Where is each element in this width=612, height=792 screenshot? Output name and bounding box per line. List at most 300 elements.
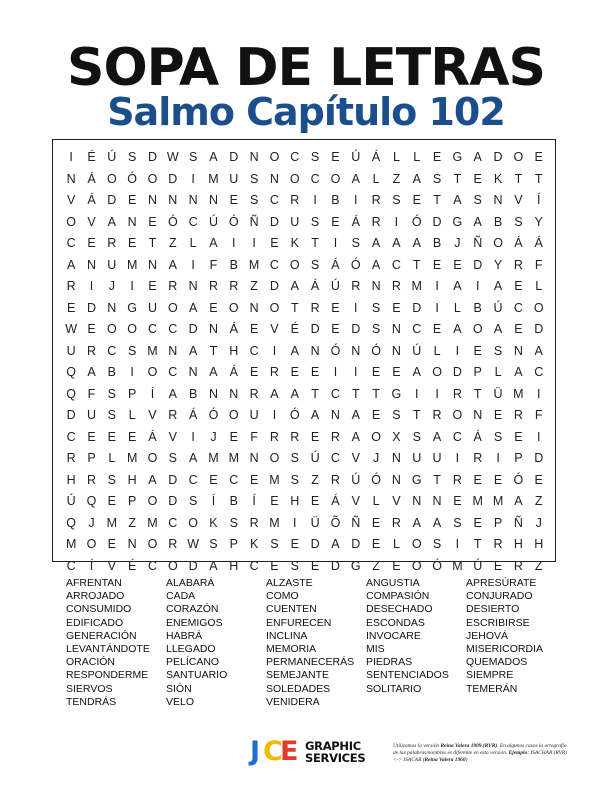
grid-cell[interactable]: Ó	[167, 214, 178, 229]
grid-cell[interactable]: E	[127, 193, 137, 207]
grid-cell[interactable]: R	[168, 537, 178, 551]
grid-cell[interactable]: S	[290, 472, 299, 487]
grid-cell[interactable]: R	[66, 279, 76, 293]
grid-cell[interactable]: R	[66, 451, 76, 465]
grid-cell[interactable]: E	[249, 322, 259, 336]
grid-cell[interactable]: S	[392, 408, 401, 422]
grid-cell[interactable]: S	[107, 386, 116, 401]
grid-cell[interactable]: S	[310, 257, 320, 272]
grid-cell[interactable]: R	[86, 472, 96, 487]
grid-cell[interactable]: C	[147, 558, 157, 573]
grid-cell[interactable]: A	[107, 214, 116, 229]
grid-cell[interactable]: R	[168, 408, 178, 422]
grid-cell[interactable]: X	[392, 429, 401, 444]
grid-cell[interactable]: I	[354, 300, 358, 315]
grid-cell[interactable]: C	[412, 322, 422, 336]
grid-cell[interactable]: Z	[534, 558, 543, 573]
grid-cell[interactable]: I	[455, 537, 460, 551]
grid-cell[interactable]: E	[514, 322, 523, 336]
grid-cell[interactable]: Õ	[330, 515, 341, 530]
grid-cell[interactable]: R	[432, 408, 442, 422]
grid-cell[interactable]: U	[107, 257, 117, 272]
grid-cell[interactable]: Á	[188, 408, 198, 422]
grid-cell[interactable]: R	[513, 257, 523, 272]
grid-cell[interactable]: N	[493, 193, 503, 207]
grid-cell[interactable]: Ú	[310, 451, 320, 465]
grid-cell[interactable]: C	[188, 214, 198, 229]
grid-cell[interactable]: S	[107, 408, 116, 422]
grid-cell[interactable]: A	[432, 429, 442, 444]
grid-cell[interactable]: N	[473, 408, 483, 422]
grid-cell[interactable]: R	[86, 343, 96, 358]
grid-cell[interactable]: C	[249, 558, 259, 573]
grid-cell[interactable]: E	[432, 150, 442, 164]
grid-cell[interactable]: E	[493, 558, 503, 573]
grid-cell[interactable]: Í	[150, 386, 155, 401]
grid-cell[interactable]: N	[147, 257, 157, 272]
grid-cell[interactable]: Z	[534, 494, 543, 508]
grid-cell[interactable]: E	[371, 537, 381, 551]
grid-cell[interactable]: B	[432, 236, 442, 250]
grid-cell[interactable]: V	[351, 451, 360, 465]
grid-cell[interactable]: C	[330, 386, 340, 401]
grid-cell[interactable]: Ó	[208, 408, 219, 422]
grid-cell[interactable]: A	[453, 279, 462, 293]
grid-cell[interactable]: M	[472, 494, 483, 508]
grid-cell[interactable]: N	[208, 386, 218, 401]
grid-cell[interactable]: Q	[66, 386, 77, 401]
grid-cell[interactable]: U	[412, 451, 422, 465]
grid-cell[interactable]: L	[128, 408, 136, 422]
grid-cell[interactable]: O	[167, 300, 178, 315]
grid-cell[interactable]: E	[310, 365, 320, 379]
grid-cell[interactable]: E	[473, 171, 482, 186]
grid-cell[interactable]: Ñ	[473, 236, 483, 250]
grid-cell[interactable]: A	[453, 193, 462, 207]
grid-cell[interactable]: A	[331, 537, 340, 551]
grid-cell[interactable]: A	[168, 257, 177, 272]
grid-cell[interactable]: S	[107, 472, 116, 487]
grid-cell[interactable]: D	[473, 257, 483, 272]
grid-cell[interactable]: D	[432, 214, 442, 229]
grid-cell[interactable]: C	[249, 343, 259, 358]
grid-cell[interactable]: Ú	[412, 343, 422, 358]
grid-cell[interactable]: O	[147, 451, 158, 465]
grid-cell[interactable]: E	[87, 429, 96, 444]
grid-cell[interactable]: A	[290, 343, 299, 358]
grid-cell[interactable]: A	[270, 386, 279, 401]
grid-cell[interactable]: A	[209, 558, 218, 573]
grid-cell[interactable]: I	[435, 386, 439, 401]
grid-cell[interactable]: B	[473, 300, 482, 315]
grid-cell[interactable]: L	[372, 494, 380, 508]
grid-cell[interactable]: L	[494, 365, 502, 379]
grid-cell[interactable]: V	[66, 193, 76, 207]
grid-cell[interactable]: L	[392, 537, 400, 551]
grid-cell[interactable]: C	[168, 515, 178, 530]
grid-cell[interactable]: W	[166, 150, 179, 164]
grid-cell[interactable]: U	[290, 214, 300, 229]
grid-cell[interactable]: P	[473, 365, 482, 379]
grid-cell[interactable]: E	[249, 365, 259, 379]
grid-cell[interactable]: D	[351, 322, 361, 336]
grid-cell[interactable]: D	[330, 558, 340, 573]
grid-cell[interactable]: F	[87, 386, 96, 401]
grid-cell[interactable]: N	[66, 171, 76, 186]
grid-cell[interactable]: D	[452, 365, 462, 379]
grid-cell[interactable]: A	[412, 515, 421, 530]
grid-cell[interactable]: H	[66, 472, 76, 487]
grid-cell[interactable]: E	[331, 322, 340, 336]
grid-cell[interactable]: T	[514, 171, 523, 186]
grid-cell[interactable]: A	[148, 472, 157, 487]
grid-cell[interactable]: L	[392, 150, 400, 164]
grid-cell[interactable]: F	[209, 257, 218, 272]
grid-cell[interactable]: E	[148, 279, 157, 293]
grid-cell[interactable]: R	[168, 279, 178, 293]
grid-cell[interactable]: P	[229, 537, 238, 551]
grid-cell[interactable]: Y	[493, 257, 503, 272]
grid-cell[interactable]: E	[493, 472, 503, 487]
grid-cell[interactable]: F	[250, 429, 258, 444]
grid-cell[interactable]: Ú	[330, 279, 340, 293]
grid-cell[interactable]: N	[412, 494, 422, 508]
grid-cell[interactable]: R	[351, 279, 361, 293]
grid-cell[interactable]: A	[188, 300, 198, 315]
grid-cell[interactable]: A	[432, 515, 442, 530]
grid-cell[interactable]: H	[229, 343, 239, 358]
grid-cell[interactable]: E	[371, 365, 381, 379]
grid-cell[interactable]: I	[415, 386, 419, 401]
grid-cell[interactable]: Ü	[310, 515, 320, 530]
grid-cell[interactable]: E	[209, 300, 218, 315]
grid-cell[interactable]: O	[86, 537, 97, 551]
grid-cell[interactable]: S	[493, 343, 503, 358]
grid-cell[interactable]: Ú	[208, 214, 218, 229]
grid-cell[interactable]: A	[493, 322, 503, 336]
grid-cell[interactable]: V	[107, 558, 116, 573]
grid-cell[interactable]: S	[249, 171, 259, 186]
grid-cell[interactable]: O	[106, 171, 117, 186]
grid-cell[interactable]: E	[229, 429, 238, 444]
grid-cell[interactable]: Á	[371, 150, 381, 164]
grid-cell[interactable]: C	[168, 322, 178, 336]
grid-cell[interactable]: Q	[66, 365, 77, 379]
grid-cell[interactable]: Á	[351, 214, 360, 229]
grid-cell[interactable]: I	[354, 365, 358, 379]
grid-cell[interactable]: D	[493, 150, 503, 164]
grid-cell[interactable]: C	[391, 257, 401, 272]
grid-cell[interactable]: Ó	[330, 343, 341, 358]
grid-cell[interactable]: D	[188, 322, 198, 336]
grid-cell[interactable]: R	[290, 429, 300, 444]
grid-cell[interactable]: N	[269, 171, 279, 186]
grid-cell[interactable]: B	[229, 257, 238, 272]
grid-cell[interactable]: N	[188, 193, 198, 207]
grid-cell[interactable]: E	[432, 257, 442, 272]
grid-cell[interactable]: Á	[331, 257, 340, 272]
grid-cell[interactable]: M	[147, 343, 158, 358]
grid-cell[interactable]: C	[147, 322, 157, 336]
grid-cell[interactable]: D	[107, 193, 117, 207]
grid-cell[interactable]: C	[534, 365, 544, 379]
grid-cell[interactable]: N	[351, 343, 361, 358]
grid-cell[interactable]: N	[188, 279, 198, 293]
grid-cell[interactable]: S	[168, 451, 177, 465]
grid-cell[interactable]: O	[371, 429, 381, 444]
grid-cell[interactable]: A	[493, 279, 503, 293]
grid-cell[interactable]: B	[229, 494, 238, 508]
grid-cell[interactable]: O	[411, 558, 422, 573]
grid-cell[interactable]: A	[290, 279, 299, 293]
grid-cell[interactable]: D	[86, 300, 96, 315]
grid-cell[interactable]: R	[493, 537, 503, 551]
grid-cell[interactable]: O	[147, 171, 158, 186]
grid-cell[interactable]: O	[147, 494, 158, 508]
grid-cell[interactable]: R	[391, 279, 401, 293]
grid-cell[interactable]: N	[391, 322, 401, 336]
grid-cell[interactable]: O	[147, 365, 158, 379]
grid-cell[interactable]: N	[391, 451, 401, 465]
grid-cell[interactable]: T	[433, 472, 441, 487]
grid-cell[interactable]: A	[310, 408, 320, 422]
grid-cell[interactable]: D	[147, 150, 157, 164]
grid-cell[interactable]: A	[209, 150, 218, 164]
grid-cell[interactable]: E	[229, 193, 238, 207]
grid-cell[interactable]: R	[208, 279, 218, 293]
grid-cell[interactable]: E	[493, 408, 503, 422]
grid-cell[interactable]: U	[147, 300, 157, 315]
grid-cell[interactable]: Q	[66, 515, 77, 530]
grid-cell[interactable]: V	[87, 214, 96, 229]
grid-cell[interactable]: V	[168, 429, 177, 444]
grid-cell[interactable]: U	[86, 408, 96, 422]
grid-cell[interactable]: Í	[252, 494, 256, 508]
grid-cell[interactable]: T	[473, 537, 482, 551]
grid-cell[interactable]: G	[452, 214, 463, 229]
grid-cell[interactable]: Z	[168, 236, 177, 250]
grid-cell[interactable]: G	[452, 150, 463, 164]
grid-cell[interactable]: Ñ	[351, 515, 361, 530]
grid-cell[interactable]: I	[536, 386, 541, 401]
grid-cell[interactable]: A	[412, 171, 421, 186]
grid-cell[interactable]: Ñ	[249, 214, 259, 229]
grid-cell[interactable]: M	[126, 257, 138, 272]
grid-cell[interactable]: C	[168, 365, 178, 379]
grid-cell[interactable]: T	[351, 386, 360, 401]
grid-cell[interactable]: V	[392, 494, 401, 508]
grid-cell[interactable]: S	[209, 537, 218, 551]
grid-cell[interactable]: I	[536, 429, 541, 444]
grid-cell[interactable]: E	[453, 257, 462, 272]
grid-cell[interactable]: R	[229, 279, 239, 293]
grid-cell[interactable]: C	[513, 300, 523, 315]
grid-cell[interactable]: Ó	[289, 408, 300, 422]
grid-cell[interactable]: R	[330, 429, 340, 444]
grid-cell[interactable]: S	[270, 537, 279, 551]
grid-cell[interactable]: E	[534, 150, 543, 164]
grid-cell[interactable]: Ó	[432, 558, 442, 573]
grid-cell[interactable]: W	[65, 322, 78, 336]
grid-cell[interactable]: O	[452, 408, 463, 422]
grid-cell[interactable]: E	[270, 494, 279, 508]
grid-cell[interactable]: C	[269, 257, 279, 272]
grid-cell[interactable]: S	[412, 429, 421, 444]
grid-cell[interactable]: E	[412, 193, 421, 207]
grid-cell[interactable]: P	[514, 451, 523, 465]
grid-cell[interactable]: O	[411, 537, 422, 551]
grid-cell[interactable]: S	[453, 515, 462, 530]
grid-cell[interactable]: C	[66, 429, 76, 444]
grid-cell[interactable]: G	[411, 472, 422, 487]
grid-cell[interactable]: C	[188, 472, 198, 487]
grid-cell[interactable]: T	[311, 236, 319, 250]
grid-cell[interactable]: N	[188, 365, 198, 379]
grid-cell[interactable]: R	[269, 429, 279, 444]
grid-cell[interactable]: M	[208, 171, 219, 186]
grid-cell[interactable]: M	[228, 451, 239, 465]
grid-cell[interactable]: Á	[473, 429, 482, 444]
grid-cell[interactable]: S	[371, 322, 381, 336]
grid-cell[interactable]: E	[514, 429, 523, 444]
grid-cell[interactable]: L	[453, 300, 461, 315]
grid-cell[interactable]: I	[191, 171, 195, 186]
grid-cell[interactable]: A	[188, 451, 198, 465]
grid-cell[interactable]: Ó	[350, 257, 361, 272]
grid-cell[interactable]: C	[66, 558, 76, 573]
grid-cell[interactable]: T	[290, 300, 299, 315]
grid-cell[interactable]: V	[514, 193, 523, 207]
grid-cell[interactable]: M	[208, 451, 219, 465]
grid-cell[interactable]: P	[127, 494, 137, 508]
grid-cell[interactable]: E	[534, 472, 543, 487]
grid-cell[interactable]: O	[106, 322, 117, 336]
grid-cell[interactable]: O	[330, 171, 341, 186]
grid-cell[interactable]: Ó	[513, 472, 524, 487]
grid-cell[interactable]: R	[249, 515, 259, 530]
grid-cell[interactable]: Ü	[493, 386, 503, 401]
grid-cell[interactable]: I	[89, 279, 94, 293]
grid-cell[interactable]: O	[289, 257, 300, 272]
grid-cell[interactable]: M	[513, 386, 524, 401]
grid-cell[interactable]: L	[413, 150, 421, 164]
grid-cell[interactable]: A	[412, 365, 421, 379]
grid-cell[interactable]: D	[351, 537, 361, 551]
grid-cell[interactable]: O	[228, 408, 239, 422]
grid-cell[interactable]: T	[412, 257, 421, 272]
grid-cell[interactable]: Ó	[127, 171, 138, 186]
grid-cell[interactable]: M	[452, 558, 463, 573]
grid-cell[interactable]: A	[351, 408, 360, 422]
grid-cell[interactable]: N	[310, 343, 320, 358]
grid-cell[interactable]: O	[147, 537, 158, 551]
grid-cell[interactable]: D	[310, 537, 320, 551]
grid-cell[interactable]: A	[514, 365, 523, 379]
grid-cell[interactable]: I	[333, 365, 338, 379]
grid-cell[interactable]: I	[232, 236, 236, 250]
grid-cell[interactable]: A	[351, 171, 360, 186]
grid-cell[interactable]: N	[371, 279, 381, 293]
grid-cell[interactable]: J	[108, 279, 115, 293]
grid-cell[interactable]: Ú	[473, 558, 483, 573]
grid-cell[interactable]: P	[493, 515, 503, 530]
grid-cell[interactable]: I	[354, 193, 358, 207]
grid-cell[interactable]: Z	[311, 472, 319, 487]
grid-cell[interactable]: A	[534, 343, 543, 358]
grid-cell[interactable]: N	[127, 537, 137, 551]
grid-cell[interactable]: G	[127, 300, 138, 315]
grid-cell[interactable]: Y	[534, 214, 543, 229]
grid-cell[interactable]: Á	[534, 236, 543, 250]
grid-cell[interactable]: J	[210, 429, 217, 444]
grid-cell[interactable]: Á	[310, 279, 320, 293]
grid-cell[interactable]: N	[513, 343, 523, 358]
grid-cell[interactable]: E	[127, 236, 137, 250]
grid-cell[interactable]: E	[107, 429, 116, 444]
grid-cell[interactable]: Í	[89, 558, 94, 573]
grid-cell[interactable]: I	[496, 451, 500, 465]
grid-cell[interactable]: N	[249, 451, 259, 465]
grid-cell[interactable]: R	[107, 236, 117, 250]
grid-cell[interactable]: A	[453, 322, 462, 336]
grid-cell[interactable]: T	[311, 386, 319, 401]
grid-cell[interactable]: D	[310, 322, 320, 336]
grid-cell[interactable]: E	[371, 408, 381, 422]
grid-cell[interactable]: N	[391, 343, 401, 358]
grid-cell[interactable]: F	[534, 408, 543, 422]
grid-cell[interactable]: Á	[87, 171, 96, 186]
grid-cell[interactable]: T	[148, 236, 157, 250]
grid-cell[interactable]: Í	[211, 494, 216, 508]
grid-cell[interactable]: S	[392, 193, 401, 207]
grid-cell[interactable]: S	[310, 150, 320, 164]
grid-cell[interactable]: M	[65, 537, 77, 551]
grid-cell[interactable]: I	[130, 279, 134, 293]
grid-cell[interactable]: W	[187, 537, 200, 551]
grid-cell[interactable]: E	[473, 472, 482, 487]
grid-cell[interactable]: E	[331, 300, 340, 315]
grid-cell[interactable]: M	[248, 257, 260, 272]
grid-cell[interactable]: A	[168, 386, 177, 401]
grid-cell[interactable]: Á	[148, 429, 157, 444]
grid-cell[interactable]: F	[534, 257, 543, 272]
grid-cell[interactable]: S	[493, 429, 503, 444]
grid-cell[interactable]: G	[391, 386, 402, 401]
grid-cell[interactable]: I	[272, 408, 277, 422]
grid-cell[interactable]: N	[229, 386, 239, 401]
grid-cell[interactable]: D	[229, 150, 239, 164]
grid-cell[interactable]: Z	[128, 515, 136, 530]
grid-cell[interactable]: É	[127, 558, 137, 573]
grid-cell[interactable]: H	[290, 494, 300, 508]
grid-cell[interactable]: N	[432, 494, 442, 508]
grid-cell[interactable]: H	[513, 537, 523, 551]
grid-cell[interactable]: B	[493, 214, 503, 229]
grid-cell[interactable]: E	[148, 214, 157, 229]
grid-cell[interactable]: S	[473, 193, 482, 207]
grid-cell[interactable]: D	[168, 171, 178, 186]
grid-cell[interactable]: C	[229, 472, 239, 487]
grid-cell[interactable]: U	[249, 408, 259, 422]
grid-cell[interactable]: E	[371, 515, 381, 530]
grid-cell[interactable]: C	[269, 193, 279, 207]
grid-cell[interactable]: D	[534, 322, 544, 336]
grid-cell[interactable]: D	[269, 214, 279, 229]
grid-cell[interactable]: E	[310, 494, 320, 508]
grid-cell[interactable]: J	[88, 515, 95, 530]
grid-cell[interactable]: O	[513, 150, 524, 164]
grid-cell[interactable]: A	[473, 214, 482, 229]
